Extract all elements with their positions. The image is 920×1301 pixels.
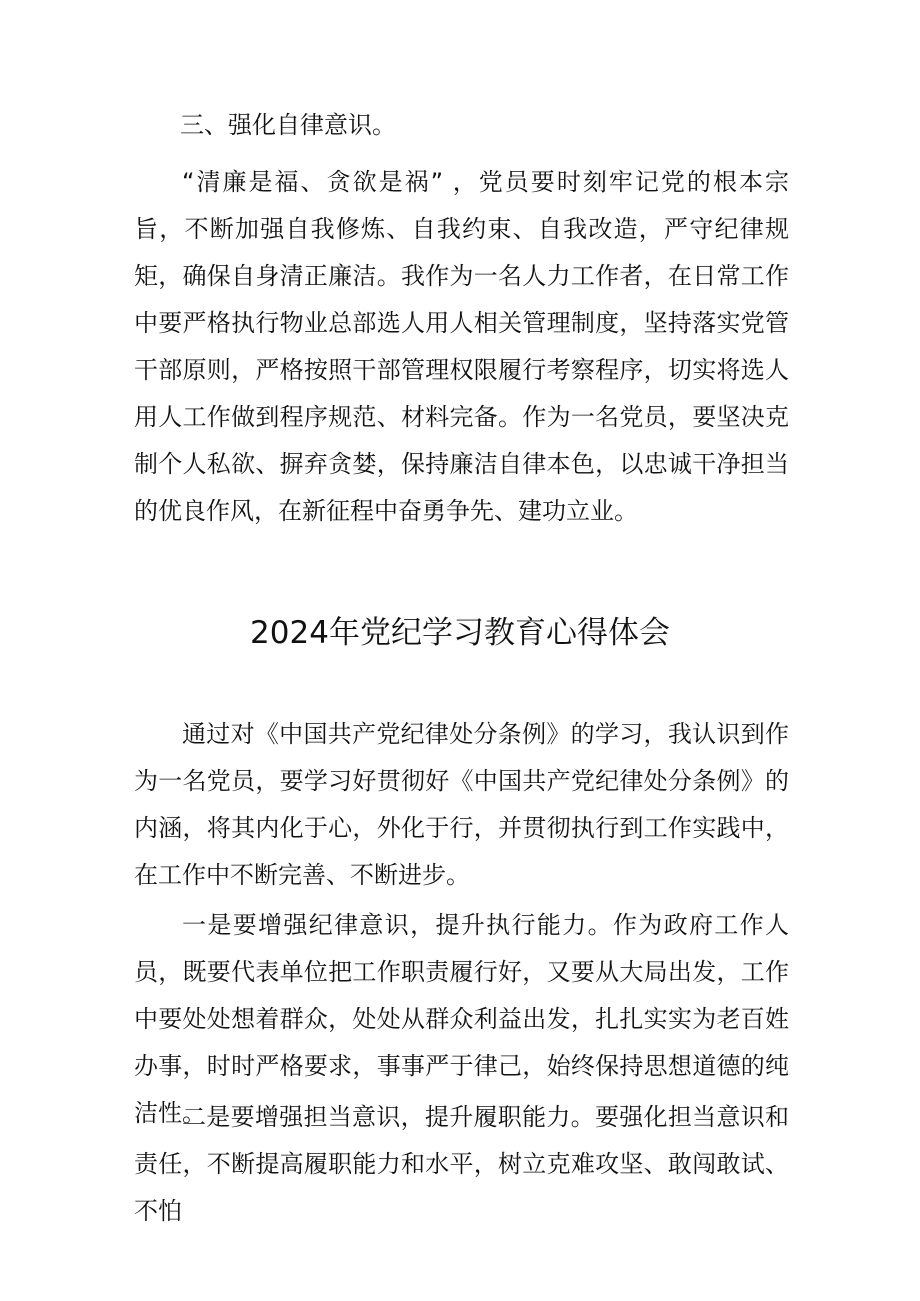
article-point-two-paragraph: 二是要增强担当意识，提升履职能力。要强化担当意识和责任，不断提高履职能力和水平，树立克难攻坚、敢闯敢试、不怕: [134, 1103, 789, 1225]
article-point-one-paragraph: 一是要增强纪律意识，提升执行能力。作为政府工作人员，既要代表单位把工作职责履行好，又要从大局出发，工作中要处处想着群众，处处从群众利益出发，扎扎实实为老百姓办事，时时严格要求，事事严于律己，始终保持思想道德的纯洁性。: [134, 911, 789, 1127]
article-title: 2024年党纪学习教育心得体会: [250, 615, 670, 651]
section-three-paragraph: “清廉是福、贪欲是祸” ，党员要时刻牢记党的根本宗旨，不断加强自我修炼、自我约束、自我改造，严守纪律规矩，确保自身清正廉洁。我作为一名人力工作者，在日常工作中要严格执行物业总部选人用人相关管理制度，坚持落实党管干部原则，严格按照干部管理权限履行考察程序，切实将选人用人工作做到程序规范、材料完备。作为一名党员，要坚决克制个人私欲、摒弃贪婪，保持廉洁自律本色，以忠诚干净担当的优良作风，在新征程中奋勇争先、建功立业。: [134, 168, 789, 525]
section-three-heading: 三、强化自律意识。: [180, 111, 396, 139]
article-intro-paragraph: 通过对《中国共产党纪律处分条例》的学习，我认识到作为一名党员，要学习好贯彻好《中国共产党纪律处分条例》的内涵，将其内化于心，外化于行，并贯彻执行到工作实践中，在工作中不断完善、不断进步。: [134, 720, 789, 889]
